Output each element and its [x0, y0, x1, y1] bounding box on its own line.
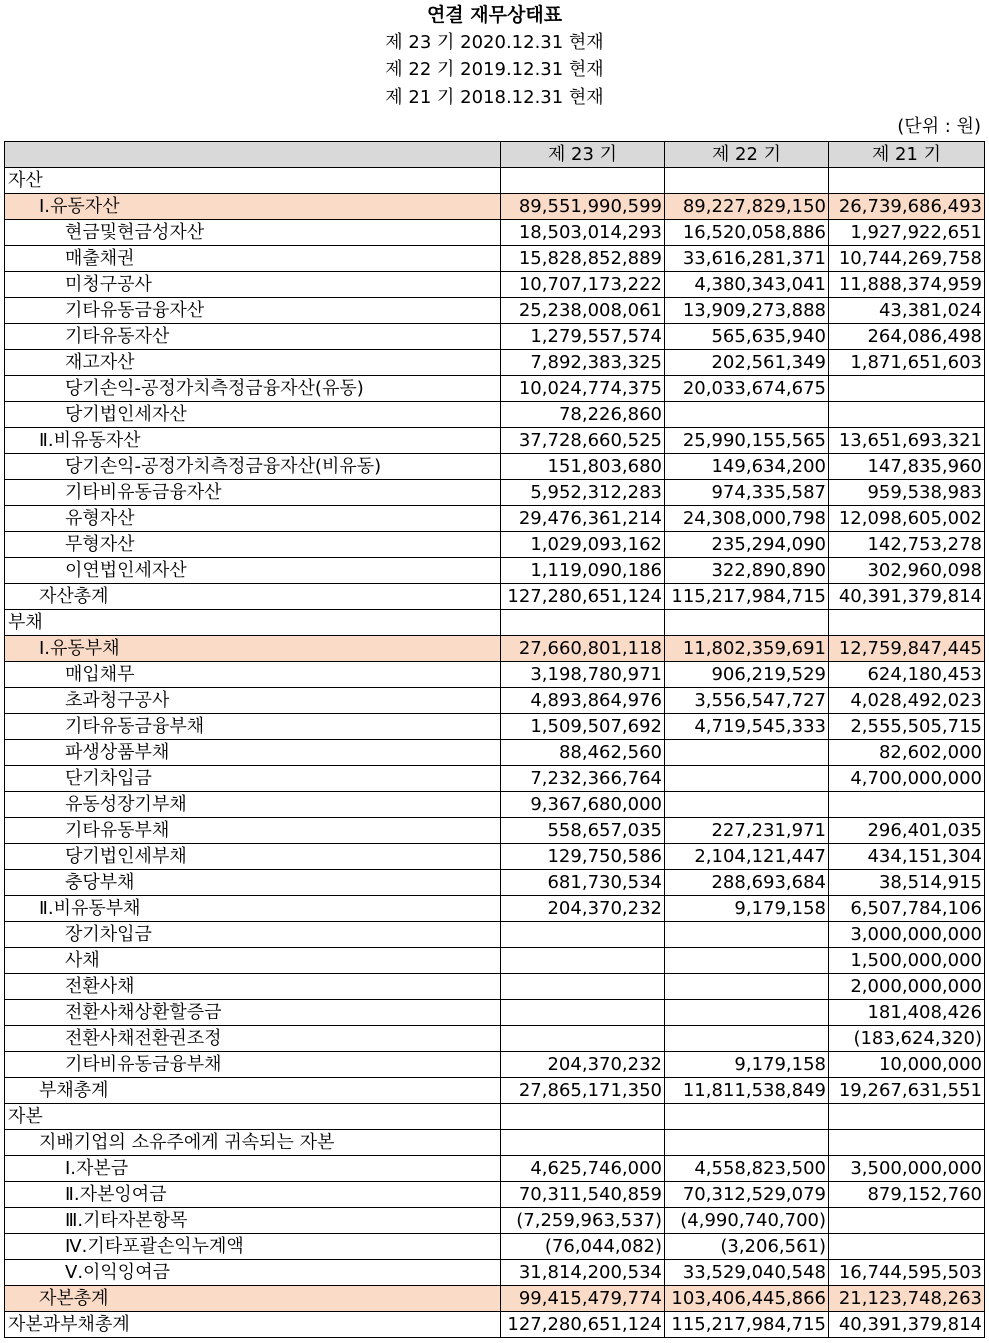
account-label: 충당부채	[5, 870, 501, 896]
header-period-22: 제 22 기	[665, 142, 829, 168]
value-period-23: 78,226,860	[501, 402, 665, 428]
value-period-23	[501, 1000, 665, 1026]
value-period-22: 11,811,538,849	[665, 1078, 829, 1104]
value-period-23: 204,370,232	[501, 896, 665, 922]
table-row	[5, 220, 985, 246]
value-period-23: 29,476,361,214	[501, 506, 665, 532]
table-row	[5, 376, 985, 402]
value-period-21: 13,651,693,321	[829, 428, 985, 454]
value-period-23: 37,728,660,525	[501, 428, 665, 454]
value-period-21: 82,602,000	[829, 740, 985, 766]
table-row	[5, 688, 985, 714]
value-period-22: 20,033,674,675	[665, 376, 829, 402]
value-period-21: 12,759,847,445	[829, 636, 985, 662]
table-row	[5, 974, 985, 1000]
value-period-21: 6,507,784,106	[829, 896, 985, 922]
account-label: 자본	[5, 1104, 501, 1130]
table-row	[5, 1156, 985, 1182]
value-period-22: 227,231,971	[665, 818, 829, 844]
value-period-22	[665, 792, 829, 818]
account-label: 기타비유동금융부채	[5, 1052, 501, 1078]
value-period-21: 181,408,426	[829, 1000, 985, 1026]
account-label: 미청구공사	[5, 272, 501, 298]
value-period-23: (7,259,963,537)	[501, 1208, 665, 1234]
table-row	[5, 896, 985, 922]
account-label: 이연법인세자산	[5, 558, 501, 584]
table-row	[5, 844, 985, 870]
value-period-23: 129,750,586	[501, 844, 665, 870]
value-period-23: 89,551,990,599	[501, 194, 665, 220]
table-row	[5, 1182, 985, 1208]
value-period-21: 624,180,453	[829, 662, 985, 688]
account-label: 유동성장기부채	[5, 792, 501, 818]
account-label: 기타유동금융부채	[5, 714, 501, 740]
value-period-22	[665, 1026, 829, 1052]
value-period-23: 7,892,383,325	[501, 350, 665, 376]
value-period-22: 103,406,445,866	[665, 1286, 829, 1312]
table-row	[5, 1078, 985, 1104]
value-period-21: 26,739,686,493	[829, 194, 985, 220]
value-period-23: 99,415,479,774	[501, 1286, 665, 1312]
balance-sheet-table	[4, 141, 985, 1338]
table-row	[5, 1104, 985, 1130]
value-period-23: 18,503,014,293	[501, 220, 665, 246]
value-period-23	[501, 1104, 665, 1130]
value-period-21: 38,514,915	[829, 870, 985, 896]
table-row	[5, 480, 985, 506]
account-label: 기타유동부채	[5, 818, 501, 844]
table-row	[5, 792, 985, 818]
table-row	[5, 324, 985, 350]
header-period-23: 제 23 기	[501, 142, 665, 168]
table-row	[5, 1312, 985, 1338]
value-period-22: 565,635,940	[665, 324, 829, 350]
period-line-23: 제 23 기 2020.12.31 현재	[385, 32, 604, 53]
value-period-22: 25,990,155,565	[665, 428, 829, 454]
value-period-22	[665, 922, 829, 948]
account-label: 자산	[5, 168, 501, 194]
table-row	[5, 818, 985, 844]
account-label: Ⅰ.유동부채	[5, 636, 501, 662]
value-period-23: 127,280,651,124	[501, 1312, 665, 1338]
table-row	[5, 428, 985, 454]
value-period-23: 9,367,680,000	[501, 792, 665, 818]
value-period-22	[665, 974, 829, 1000]
value-period-22	[665, 740, 829, 766]
value-period-21: 959,538,983	[829, 480, 985, 506]
account-label: 당기법인세부채	[5, 844, 501, 870]
account-label: 초과청구공사	[5, 688, 501, 714]
value-period-23: 70,311,540,859	[501, 1182, 665, 1208]
table-row	[5, 870, 985, 896]
table-row	[5, 454, 985, 480]
value-period-23: 15,828,852,889	[501, 246, 665, 272]
value-period-21: 264,086,498	[829, 324, 985, 350]
value-period-21: (183,624,320)	[829, 1026, 985, 1052]
value-period-21	[829, 610, 985, 636]
table-row	[5, 1260, 985, 1286]
value-period-22: 906,219,529	[665, 662, 829, 688]
table-row	[5, 1286, 985, 1312]
table-row	[5, 948, 985, 974]
table-row	[5, 1052, 985, 1078]
value-period-22: 24,308,000,798	[665, 506, 829, 532]
value-period-21: 4,700,000,000	[829, 766, 985, 792]
account-label: Ⅱ.비유동부채	[5, 896, 501, 922]
document-title: 연결 재무상태표	[426, 4, 563, 26]
value-period-23	[501, 610, 665, 636]
value-period-23: 1,119,090,186	[501, 558, 665, 584]
account-label: 전환사채상환할증금	[5, 1000, 501, 1026]
value-period-21: 434,151,304	[829, 844, 985, 870]
value-period-22: 4,558,823,500	[665, 1156, 829, 1182]
period-line-22: 제 22 기 2019.12.31 현재	[385, 59, 604, 80]
value-period-23: 1,029,093,162	[501, 532, 665, 558]
account-label: Ⅲ.기타자본항목	[5, 1208, 501, 1234]
value-period-21: 1,927,922,651	[829, 220, 985, 246]
table-row	[5, 532, 985, 558]
table-header-row	[5, 142, 985, 168]
table-row	[5, 1208, 985, 1234]
account-label: 사채	[5, 948, 501, 974]
account-label: 전환사채전환권조정	[5, 1026, 501, 1052]
value-period-23: 127,280,651,124	[501, 584, 665, 610]
value-period-23: 31,814,200,534	[501, 1260, 665, 1286]
value-period-23: 25,238,008,061	[501, 298, 665, 324]
account-label: 자본과부채총계	[5, 1312, 501, 1338]
value-period-23	[501, 922, 665, 948]
value-period-21: 2,555,505,715	[829, 714, 985, 740]
value-period-22: 13,909,273,888	[665, 298, 829, 324]
value-period-21	[829, 1130, 985, 1156]
value-period-22: 9,179,158	[665, 1052, 829, 1078]
value-period-21	[829, 1104, 985, 1130]
account-label: Ⅳ.기타포괄손익누계액	[5, 1234, 501, 1260]
value-period-22: 202,561,349	[665, 350, 829, 376]
header-account	[5, 142, 501, 168]
value-period-22: (3,206,561)	[665, 1234, 829, 1260]
account-label: 매입채무	[5, 662, 501, 688]
value-period-22	[665, 1104, 829, 1130]
value-period-23: 3,198,780,971	[501, 662, 665, 688]
account-label: 부채총계	[5, 1078, 501, 1104]
value-period-21: 147,835,960	[829, 454, 985, 480]
table-row	[5, 662, 985, 688]
value-period-22: 16,520,058,886	[665, 220, 829, 246]
value-period-21: 40,391,379,814	[829, 1312, 985, 1338]
value-period-23: 4,625,746,000	[501, 1156, 665, 1182]
value-period-21: 1,871,651,603	[829, 350, 985, 376]
value-period-21: 43,381,024	[829, 298, 985, 324]
value-period-21: 3,000,000,000	[829, 922, 985, 948]
value-period-23: 27,865,171,350	[501, 1078, 665, 1104]
table-body	[5, 168, 985, 1338]
value-period-23: 4,893,864,976	[501, 688, 665, 714]
table-row	[5, 168, 985, 194]
account-label: Ⅱ.자본잉여금	[5, 1182, 501, 1208]
table-row	[5, 922, 985, 948]
value-period-21	[829, 402, 985, 428]
value-period-23	[501, 948, 665, 974]
value-period-23: 1,279,557,574	[501, 324, 665, 350]
value-period-23: 27,660,801,118	[501, 636, 665, 662]
value-period-21: 11,888,374,959	[829, 272, 985, 298]
table-row	[5, 402, 985, 428]
account-label: 파생상품부채	[5, 740, 501, 766]
value-period-22: 70,312,529,079	[665, 1182, 829, 1208]
value-period-23: 10,024,774,375	[501, 376, 665, 402]
value-period-23: 88,462,560	[501, 740, 665, 766]
value-period-22: 288,693,684	[665, 870, 829, 896]
account-label: 기타비유동금융자산	[5, 480, 501, 506]
value-period-22	[665, 402, 829, 428]
account-label: 재고자산	[5, 350, 501, 376]
table-row	[5, 298, 985, 324]
account-label: Ⅰ.자본금	[5, 1156, 501, 1182]
account-label: 무형자산	[5, 532, 501, 558]
account-label: 장기차입금	[5, 922, 501, 948]
table-row	[5, 714, 985, 740]
unit-label: (단위 : 원)	[897, 116, 981, 137]
value-period-21	[829, 1234, 985, 1260]
value-period-21: 21,123,748,263	[829, 1286, 985, 1312]
value-period-22: (4,990,740,700)	[665, 1208, 829, 1234]
value-period-21: 16,744,595,503	[829, 1260, 985, 1286]
value-period-21: 4,028,492,023	[829, 688, 985, 714]
account-label: 기타유동자산	[5, 324, 501, 350]
value-period-23	[501, 168, 665, 194]
value-period-22: 33,616,281,371	[665, 246, 829, 272]
table-row	[5, 740, 985, 766]
table-row	[5, 1026, 985, 1052]
value-period-21: 302,960,098	[829, 558, 985, 584]
value-period-23: 5,952,312,283	[501, 480, 665, 506]
value-period-22	[665, 1000, 829, 1026]
table-row	[5, 1234, 985, 1260]
value-period-23	[501, 1026, 665, 1052]
value-period-21: 10,000,000	[829, 1052, 985, 1078]
value-period-21: 3,500,000,000	[829, 1156, 985, 1182]
value-period-22: 33,529,040,548	[665, 1260, 829, 1286]
value-period-22: 235,294,090	[665, 532, 829, 558]
table-row	[5, 246, 985, 272]
table-row	[5, 584, 985, 610]
value-period-22: 4,719,545,333	[665, 714, 829, 740]
table-row	[5, 1130, 985, 1156]
value-period-21: 142,753,278	[829, 532, 985, 558]
account-label: 당기손익-공정가치측정금융자산(비유동)	[5, 454, 501, 480]
value-period-21: 40,391,379,814	[829, 584, 985, 610]
account-label: 기타유동금융자산	[5, 298, 501, 324]
value-period-22: 3,556,547,727	[665, 688, 829, 714]
value-period-21: 879,152,760	[829, 1182, 985, 1208]
value-period-21: 2,000,000,000	[829, 974, 985, 1000]
account-label: 자산총계	[5, 584, 501, 610]
value-period-22	[665, 766, 829, 792]
value-period-22: 89,227,829,150	[665, 194, 829, 220]
value-period-23: 1,509,507,692	[501, 714, 665, 740]
table-row	[5, 766, 985, 792]
value-period-23: 151,803,680	[501, 454, 665, 480]
value-period-23: 204,370,232	[501, 1052, 665, 1078]
table-row	[5, 558, 985, 584]
value-period-22: 115,217,984,715	[665, 1312, 829, 1338]
value-period-23: 681,730,534	[501, 870, 665, 896]
header-period-21: 제 21 기	[829, 142, 985, 168]
account-label: 매출채권	[5, 246, 501, 272]
account-label: Ⅱ.비유동자산	[5, 428, 501, 454]
value-period-22: 2,104,121,447	[665, 844, 829, 870]
value-period-23: 7,232,366,764	[501, 766, 665, 792]
account-label: 현금및현금성자산	[5, 220, 501, 246]
value-period-23: (76,044,082)	[501, 1234, 665, 1260]
value-period-23	[501, 974, 665, 1000]
account-label: 유형자산	[5, 506, 501, 532]
account-label: 부채	[5, 610, 501, 636]
table-row	[5, 610, 985, 636]
value-period-22: 115,217,984,715	[665, 584, 829, 610]
account-label: 당기법인세자산	[5, 402, 501, 428]
table-row	[5, 636, 985, 662]
value-period-22	[665, 1130, 829, 1156]
account-label: Ⅴ.이익잉여금	[5, 1260, 501, 1286]
value-period-22	[665, 168, 829, 194]
value-period-22: 4,380,343,041	[665, 272, 829, 298]
period-line-21: 제 21 기 2018.12.31 현재	[385, 87, 604, 108]
table-row	[5, 194, 985, 220]
account-label: 당기손익-공정가치측정금융자산(유동)	[5, 376, 501, 402]
table-row	[5, 272, 985, 298]
table-row	[5, 506, 985, 532]
value-period-21: 1,500,000,000	[829, 948, 985, 974]
value-period-22: 322,890,890	[665, 558, 829, 584]
account-label: Ⅰ.유동자산	[5, 194, 501, 220]
value-period-21: 10,744,269,758	[829, 246, 985, 272]
table-row	[5, 350, 985, 376]
value-period-21: 19,267,631,551	[829, 1078, 985, 1104]
value-period-21	[829, 168, 985, 194]
value-period-23: 10,707,173,222	[501, 272, 665, 298]
value-period-22: 974,335,587	[665, 480, 829, 506]
account-label: 지배기업의 소유주에게 귀속되는 자본	[5, 1130, 501, 1156]
value-period-22: 9,179,158	[665, 896, 829, 922]
value-period-23	[501, 1130, 665, 1156]
account-label: 단기차입금	[5, 766, 501, 792]
value-period-22: 11,802,359,691	[665, 636, 829, 662]
value-period-22	[665, 948, 829, 974]
value-period-22: 149,634,200	[665, 454, 829, 480]
table-row	[5, 1000, 985, 1026]
value-period-21	[829, 792, 985, 818]
value-period-23: 558,657,035	[501, 818, 665, 844]
value-period-21	[829, 1208, 985, 1234]
value-period-22	[665, 610, 829, 636]
value-period-21	[829, 376, 985, 402]
value-period-21: 296,401,035	[829, 818, 985, 844]
value-period-21: 12,098,605,002	[829, 506, 985, 532]
account-label: 전환사채	[5, 974, 501, 1000]
account-label: 자본총계	[5, 1286, 501, 1312]
